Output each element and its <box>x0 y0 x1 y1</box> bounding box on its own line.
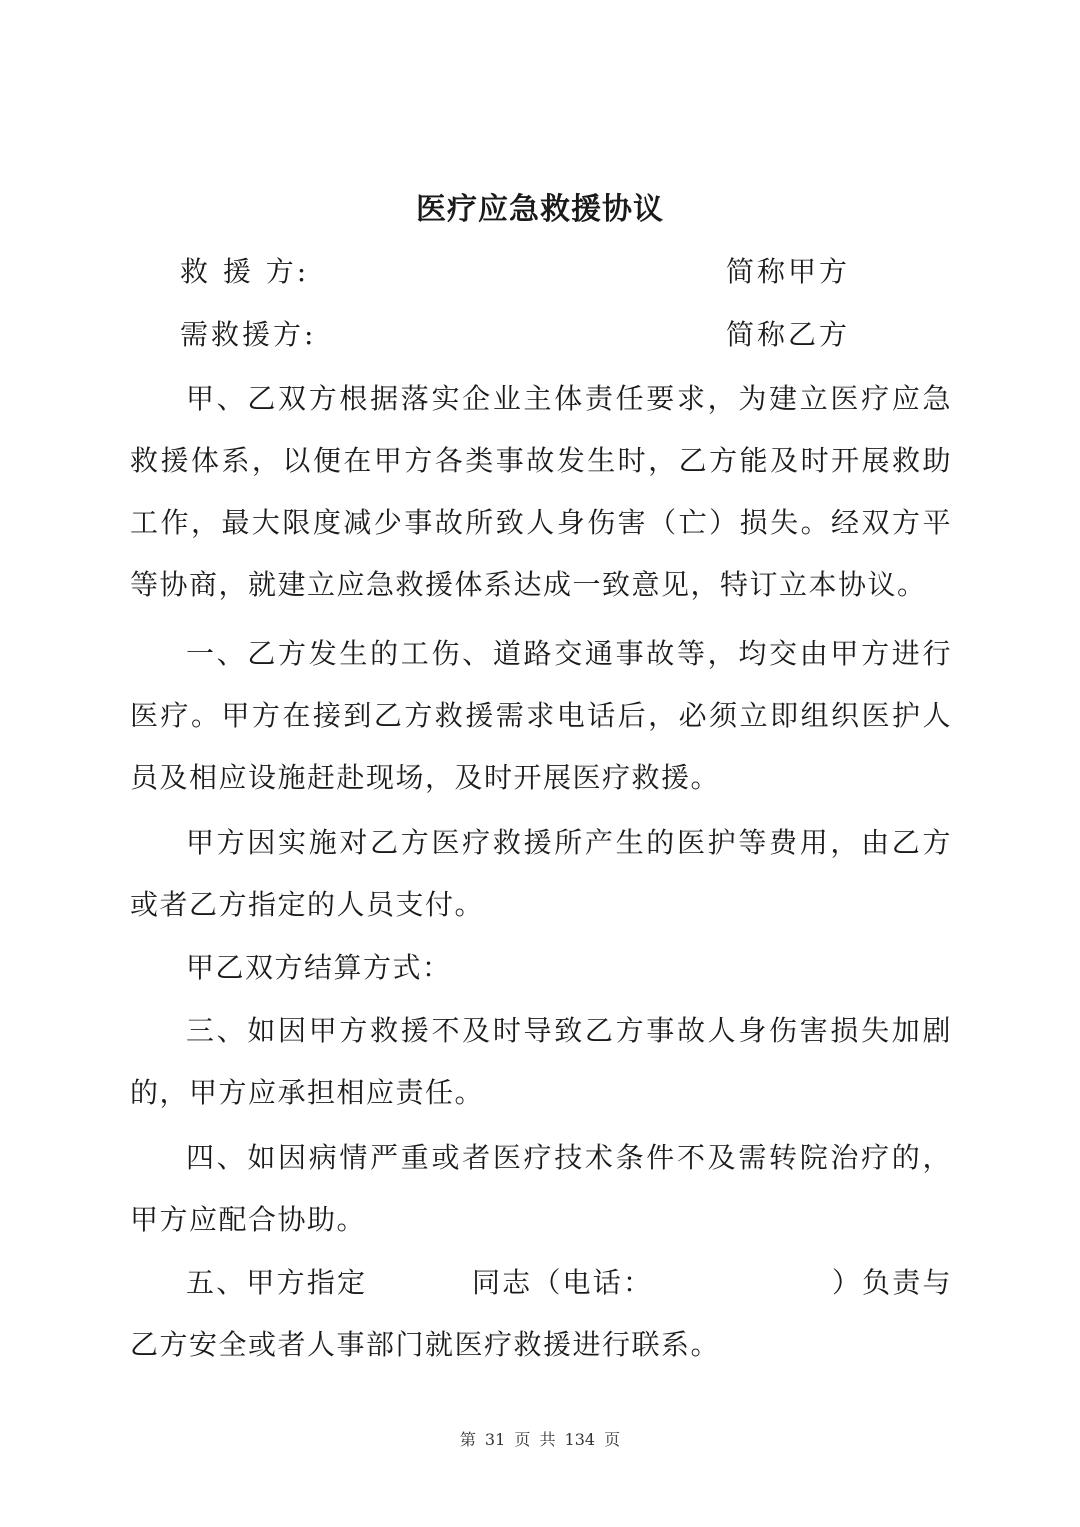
clause-5-part2: 同志（电话： <box>471 1266 654 1299</box>
clause-3-text: 三、如因甲方救援不及时导致乙方事故人身伤害损失加剧的，甲方应承担相应责任。 <box>130 1014 952 1109</box>
clause-5-part3: ）负责与乙方安全或者人事部门就医疗救援进行联系。 <box>130 1266 952 1361</box>
settlement-paragraph <box>130 937 952 999</box>
clause-3-paragraph <box>130 1000 952 1124</box>
clause-4-paragraph <box>130 1127 952 1251</box>
page-title: 医疗应急救援协议 <box>416 192 664 227</box>
clause-1-text: 一、乙方发生的工伤、道路交通事故等，均交由甲方进行医疗。甲方在接到乙方救援需求电话后，必须立即组织医护人员及相应设施赶赴现场，及时开展医疗救援。 <box>130 637 952 794</box>
clause-5-text <box>130 1252 952 1376</box>
clause-5-paragraph <box>130 1252 952 1376</box>
party-abbreviation: 简称乙方 <box>725 318 850 351</box>
clause-5-part1: 五、甲方指定 <box>186 1266 368 1299</box>
clause-4-text: 四、如因病情严重或者医疗技术条件不及需转院治疗的，甲方应配合协助。 <box>130 1141 952 1236</box>
settlement-text: 甲乙双方结算方式： <box>186 951 452 984</box>
clause-1b-text: 甲方因实施对乙方医疗救援所产生的医护等费用，由乙方或者乙方指定的人员支付。 <box>130 826 952 921</box>
party-label: 救 援 方: <box>180 255 310 288</box>
clause-1b-paragraph <box>130 812 952 936</box>
party-row-requester <box>180 313 850 357</box>
clause-1-paragraph <box>130 623 952 809</box>
party-label: 需救援方: <box>180 318 317 351</box>
party-abbreviation: 简称甲方 <box>725 255 850 288</box>
preamble-text: 甲、乙双方根据落实企业主体责任要求，为建立医疗应急救援体系，以便在甲方各类事故发生时，乙方能及时开展救助工作，最大限度减少事故所致人身伤害（亡）损失。经双方平等协商，就建立应急救援体系达成一致意见，特订立本协议。 <box>130 382 952 601</box>
preamble-paragraph <box>130 368 952 616</box>
page-footer: 第 31 页 共 134 页 <box>459 1430 621 1449</box>
party-row-rescuer <box>180 250 850 294</box>
